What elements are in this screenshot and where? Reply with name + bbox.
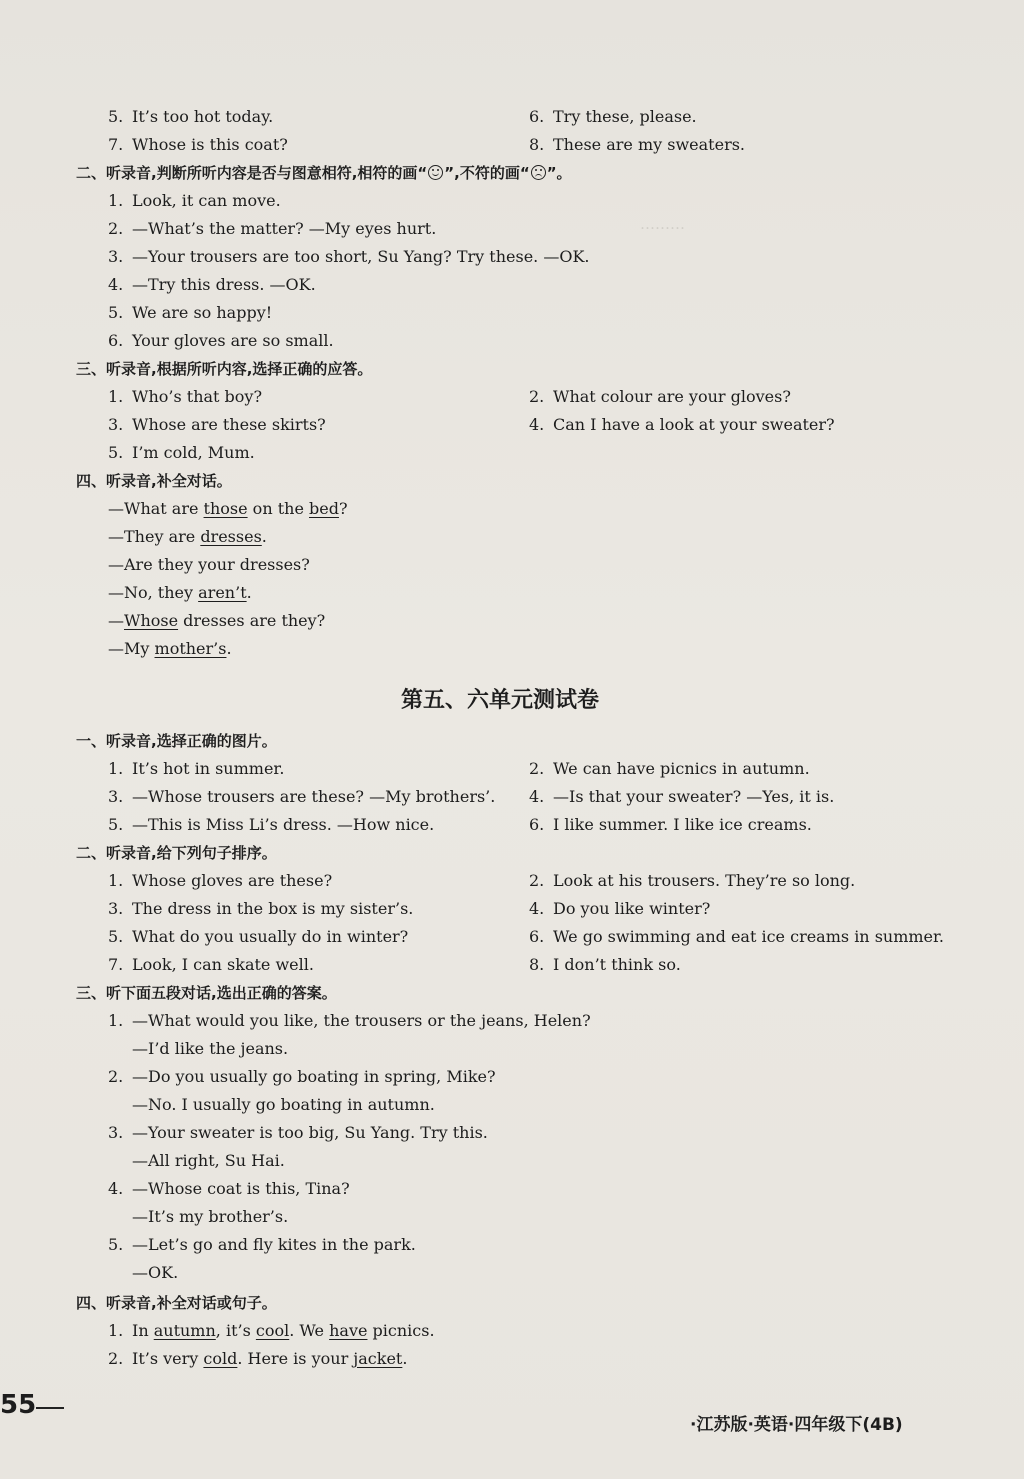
section-d-heading: 四、听录音,补全对话。	[76, 472, 232, 490]
item-p2b2: 2. Look at his trousers. They’re so long.	[529, 871, 856, 890]
item-p2c4-a: —It’s my brother’s.	[132, 1207, 289, 1226]
section-c-heading: 三、听录音,根据所听内容,选择正确的应答。	[76, 360, 373, 378]
item-p2c2-a: —No. I usually go boating in autumn.	[132, 1095, 435, 1114]
dialogue-line-4: —No, they aren’t.	[108, 583, 252, 602]
item-p2c5-a: —OK.	[132, 1263, 179, 1282]
item-p2c1-q: 1. —What would you like, the trousers or the jeans, Helen?	[108, 1011, 591, 1030]
part2-section-b-heading: 二、听录音,给下列句子排序。	[76, 844, 277, 862]
item-c3: 3. Whose are these skirts?	[108, 415, 326, 434]
dialogue-line-1: —What are those on the bed?	[108, 499, 348, 518]
item-a7: 7. Whose is this coat?	[108, 135, 288, 154]
item-p2a5: 5. —This is Miss Li’s dress. —How nice.	[108, 815, 435, 834]
page-number: 55	[0, 1390, 37, 1420]
item-c2: 2. What colour are your gloves?	[529, 387, 791, 406]
item-p2b3: 3. The dress in the box is my sister’s.	[108, 899, 414, 918]
item-p2c4-q: 4. —Whose coat is this, Tina?	[108, 1179, 350, 1198]
item-a6: 6. Try these, please.	[529, 107, 697, 126]
item-b6: 6. Your gloves are so small.	[108, 331, 334, 350]
sad-face-icon	[531, 165, 546, 180]
item-p2a1: 1. It’s hot in summer.	[108, 759, 285, 778]
item-p2d2: 2. It’s very cold. Here is your jacket.	[108, 1349, 408, 1368]
item-p2a2: 2. We can have picnics in autumn.	[529, 759, 810, 778]
item-b3: 3. —Your trousers are too short, Su Yang? Try these. —OK.	[108, 247, 590, 266]
item-p2a4: 4. —Is that your sweater? —Yes, it is.	[529, 787, 835, 806]
dialogue-line-2: —They are dresses.	[108, 527, 267, 546]
dialogue-line-6: —My mother’s.	[108, 639, 232, 658]
item-b4: 4. —Try this dress. —OK.	[108, 275, 316, 294]
item-p2c1-a: —I’d like the jeans.	[132, 1039, 289, 1058]
item-p2c2-q: 2. —Do you usually go boating in spring, Mike?	[108, 1067, 496, 1086]
footer-edition: ·江苏版·英语·四年级下(4B)	[690, 1415, 903, 1435]
item-b1: 1. Look, it can move.	[108, 191, 281, 210]
item-p2c5-q: 5. —Let’s go and fly kites in the park.	[108, 1235, 416, 1254]
item-p2b6: 6. We go swimming and eat ice creams in summer.	[529, 927, 944, 946]
bleed-through: ………	[640, 215, 685, 233]
item-p2c3-q: 3. —Your sweater is too big, Su Yang. Try this.	[108, 1123, 488, 1142]
item-p2b8: 8. I don’t think so.	[529, 955, 681, 974]
item-p2b4: 4. Do you like winter?	[529, 899, 711, 918]
item-p2c3-a: —All right, Su Hai.	[132, 1151, 285, 1170]
item-p2b1: 1. Whose gloves are these?	[108, 871, 333, 890]
item-b5: 5. We are so happy!	[108, 303, 273, 322]
part2-section-c-heading: 三、听下面五段对话,选出正确的答案。	[76, 984, 337, 1002]
smiley-face-icon	[428, 165, 443, 180]
item-p2a3: 3. —Whose trousers are these? —My brothers’.	[108, 787, 496, 806]
item-c5: 5. I’m cold, Mum.	[108, 443, 255, 462]
test-paper-title: 第五、六单元测试卷	[400, 688, 599, 713]
part2-section-d-heading: 四、听录音,补全对话或句子。	[76, 1294, 277, 1312]
item-p2d1: 1. In autumn, it’s cool. We have picnics.	[108, 1321, 435, 1340]
item-c1: 1. Who’s that boy?	[108, 387, 263, 406]
item-a5: 5. It’s too hot today.	[108, 107, 274, 126]
item-p2b7: 7. Look, I can skate well.	[108, 955, 314, 974]
page-number-rule	[36, 1407, 64, 1409]
item-c4: 4. Can I have a look at your sweater?	[529, 415, 835, 434]
item-p2a6: 6. I like summer. I like ice creams.	[529, 815, 812, 834]
item-b2: 2. —What’s the matter? —My eyes hurt.	[108, 219, 437, 238]
section-b-heading: 二、听录音,判断所听内容是否与图意相符,相符的画“ ”,不符的画“ ”。	[76, 164, 572, 182]
dialogue-line-3: —Are they your dresses?	[108, 555, 310, 574]
item-p2b5: 5. What do you usually do in winter?	[108, 927, 409, 946]
part2-section-a-heading: 一、听录音,选择正确的图片。	[76, 732, 277, 750]
item-a8: 8. These are my sweaters.	[529, 135, 746, 154]
dialogue-line-5: —Whose dresses are they?	[108, 611, 326, 630]
